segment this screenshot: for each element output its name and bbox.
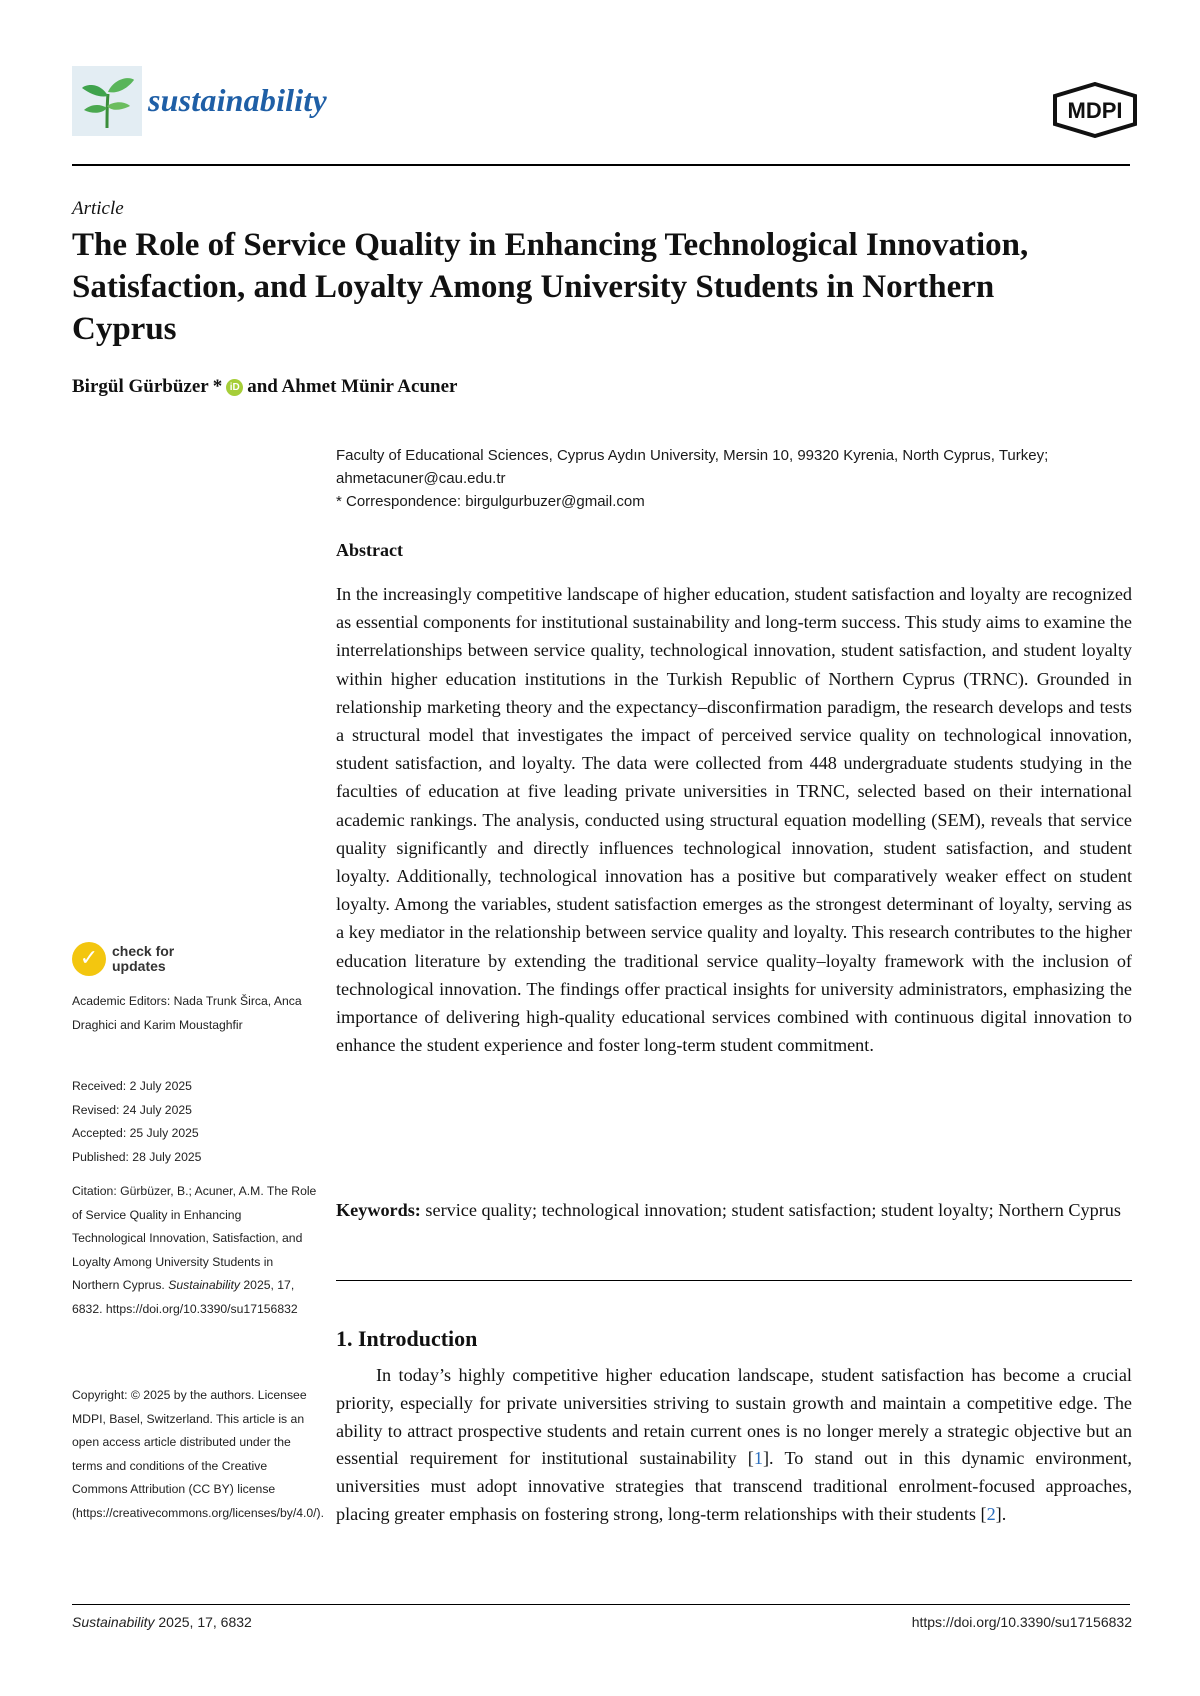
footer-divider — [72, 1604, 1130, 1605]
footer-volume: 2025, 17, 6832 — [158, 1614, 252, 1630]
intro-text-a: In today’s highly competitive higher education landscape, student satisfaction has become a crucial priority, especially for private universities striving to sustain growth and maintain a competitive edge. The ability to attract prospective students and retain current ones is no longer merely a strategic objective but an essential requirement for institutional sustainability [ — [336, 1365, 1132, 1469]
journal-name[interactable]: sustainability — [148, 82, 327, 118]
academic-editors: Academic Editors: Nada Trunk Širca, Anca Draghici and Karim Moustaghfir — [72, 994, 302, 1032]
author-line — [72, 376, 457, 398]
check-icon: ✓ — [72, 942, 106, 976]
citation-block — [72, 1180, 317, 1321]
section-heading-introduction: 1. Introduction — [336, 1326, 478, 1351]
orcid-icon[interactable]: iD — [226, 379, 243, 396]
intro-text-b: ]. To stand out in this dynamic environment, universities must adopt innovative strategies that transcend traditional enrolment-focused approaches, placing greater emphasis on fostering strong, long-term relationships with their students [ — [336, 1448, 1132, 1524]
publication-dates — [72, 1075, 317, 1169]
citation-text: Gürbüzer, B.; Acuner, A.M. The Role of Service Quality in Enhancing Technological Innovation, Satisfaction, and Loyalty Among University Students in Northern Cyprus. — [72, 1184, 317, 1292]
journal-logo — [72, 66, 142, 136]
citation-journal: Sustainability — [168, 1278, 240, 1292]
keywords-list: service quality; technological innovation; student satisfaction; student loyalty; Northern Cyprus — [425, 1200, 1121, 1220]
introduction-paragraph — [336, 1362, 1132, 1529]
mdpi-logo-text: MDPI — [1067, 98, 1123, 123]
intro-text-c: ]. — [995, 1503, 1007, 1524]
mdpi-logo[interactable] — [1050, 82, 1140, 138]
revised-date: Revised: 24 July 2025 — [72, 1102, 192, 1117]
author-2[interactable]: and Ahmet Münir Acuner — [247, 376, 458, 397]
article-type: Article — [72, 198, 124, 219]
correspondence-line[interactable]: * Correspondence: birgulgurbuzer@gmail.com — [336, 493, 645, 510]
keywords — [336, 1196, 1132, 1224]
check-for-updates-label: check for updates — [112, 943, 175, 974]
abstract-heading: Abstract — [336, 540, 403, 560]
corresponding-mark: * — [212, 376, 223, 397]
copyright-notice: Copyright: © 2025 by the authors. Licensee MDPI, Basel, Switzerland. This article is an open access article distributed under the terms and conditions of the Creative Commons Attribution (CC BY) license (https://creativecommons.org/licenses/by/4.0/). — [72, 1388, 324, 1520]
published-date: Published: 28 July 2025 — [72, 1149, 202, 1164]
author-email[interactable]: ahmetacuner@cau.edu.tr — [336, 470, 506, 487]
keywords-label: Keywords: — [336, 1200, 421, 1220]
check-for-updates-badge[interactable] — [72, 942, 182, 976]
header-divider — [72, 164, 1130, 166]
citation-label: Citation: — [72, 1184, 117, 1198]
footer-journal-info — [72, 1614, 252, 1630]
citation-link-1[interactable]: 1 — [753, 1448, 763, 1469]
footer-doi-link[interactable]: https://doi.org/10.3390/su17156832 — [911, 1614, 1132, 1630]
article-title: The Role of Service Quality in Enhancing Technological Innovation, Satisfaction, and Loyalty Among University Students in Northern Cyprus — [72, 227, 1029, 347]
author-1[interactable]: Birgül Gürbüzer — [72, 376, 209, 397]
citation-doi[interactable]: 2025, 17, 6832. https://doi.org/10.3390/su17156832 — [72, 1278, 298, 1316]
received-date: Received: 2 July 2025 — [72, 1079, 192, 1093]
citation-link-2[interactable]: 2 — [986, 1503, 996, 1524]
plant-sprout-icon — [72, 66, 142, 136]
accepted-date: Accepted: 25 July 2025 — [72, 1126, 199, 1140]
abstract-text: In the increasingly competitive landscape of higher education, student satisfaction and loyalty are recognized as essential components for institutional sustainability and long-term success. This study aims to examine the interrelationships between service quality, technological innovation, student satisfaction, and student loyalty within higher education institutions in the Turkish Republic of Northern Cyprus (TRNC). Grounded in relationship marketing theory and the expectancy–disconfirmation paradigm, the research develops and tests a structural model that investigates the impact of perceived service quality on technological innovation, student satisfaction, and loyalty. The data were collected from 448 undergraduate students studying in the faculties of education at five leading private universities in TRNC, selected based on their international academic rankings. The analysis, conducted using structural equation modelling (SEM), reveals that service quality significantly and directly influences technological innovation, student satisfaction, and student loyalty. Additionally, technological innovation has a positive but comparatively weaker effect on student loyalty. Among the variables, student satisfaction emerges as the strongest determinant of loyalty, serving as a key mediator in the relationship between service quality and loyalty. This research contributes to the higher education literature by extending the traditional service quality–loyalty framework with the inclusion of technological innovation. The findings offer practical insights for university administrators, emphasizing the importance of delivering high-quality educational services combined with continuous digital innovation to enhance the student experience and foster long-term student commitment. — [336, 584, 1132, 1056]
abstract-divider — [336, 1280, 1132, 1281]
affiliations — [336, 444, 1136, 513]
affiliation-line: Faculty of Educational Sciences, Cyprus Aydın University, Mersin 10, 99320 Kyrenia, North Cyprus, Turkey; — [336, 447, 1049, 464]
footer-journal: Sustainability — [72, 1614, 155, 1630]
